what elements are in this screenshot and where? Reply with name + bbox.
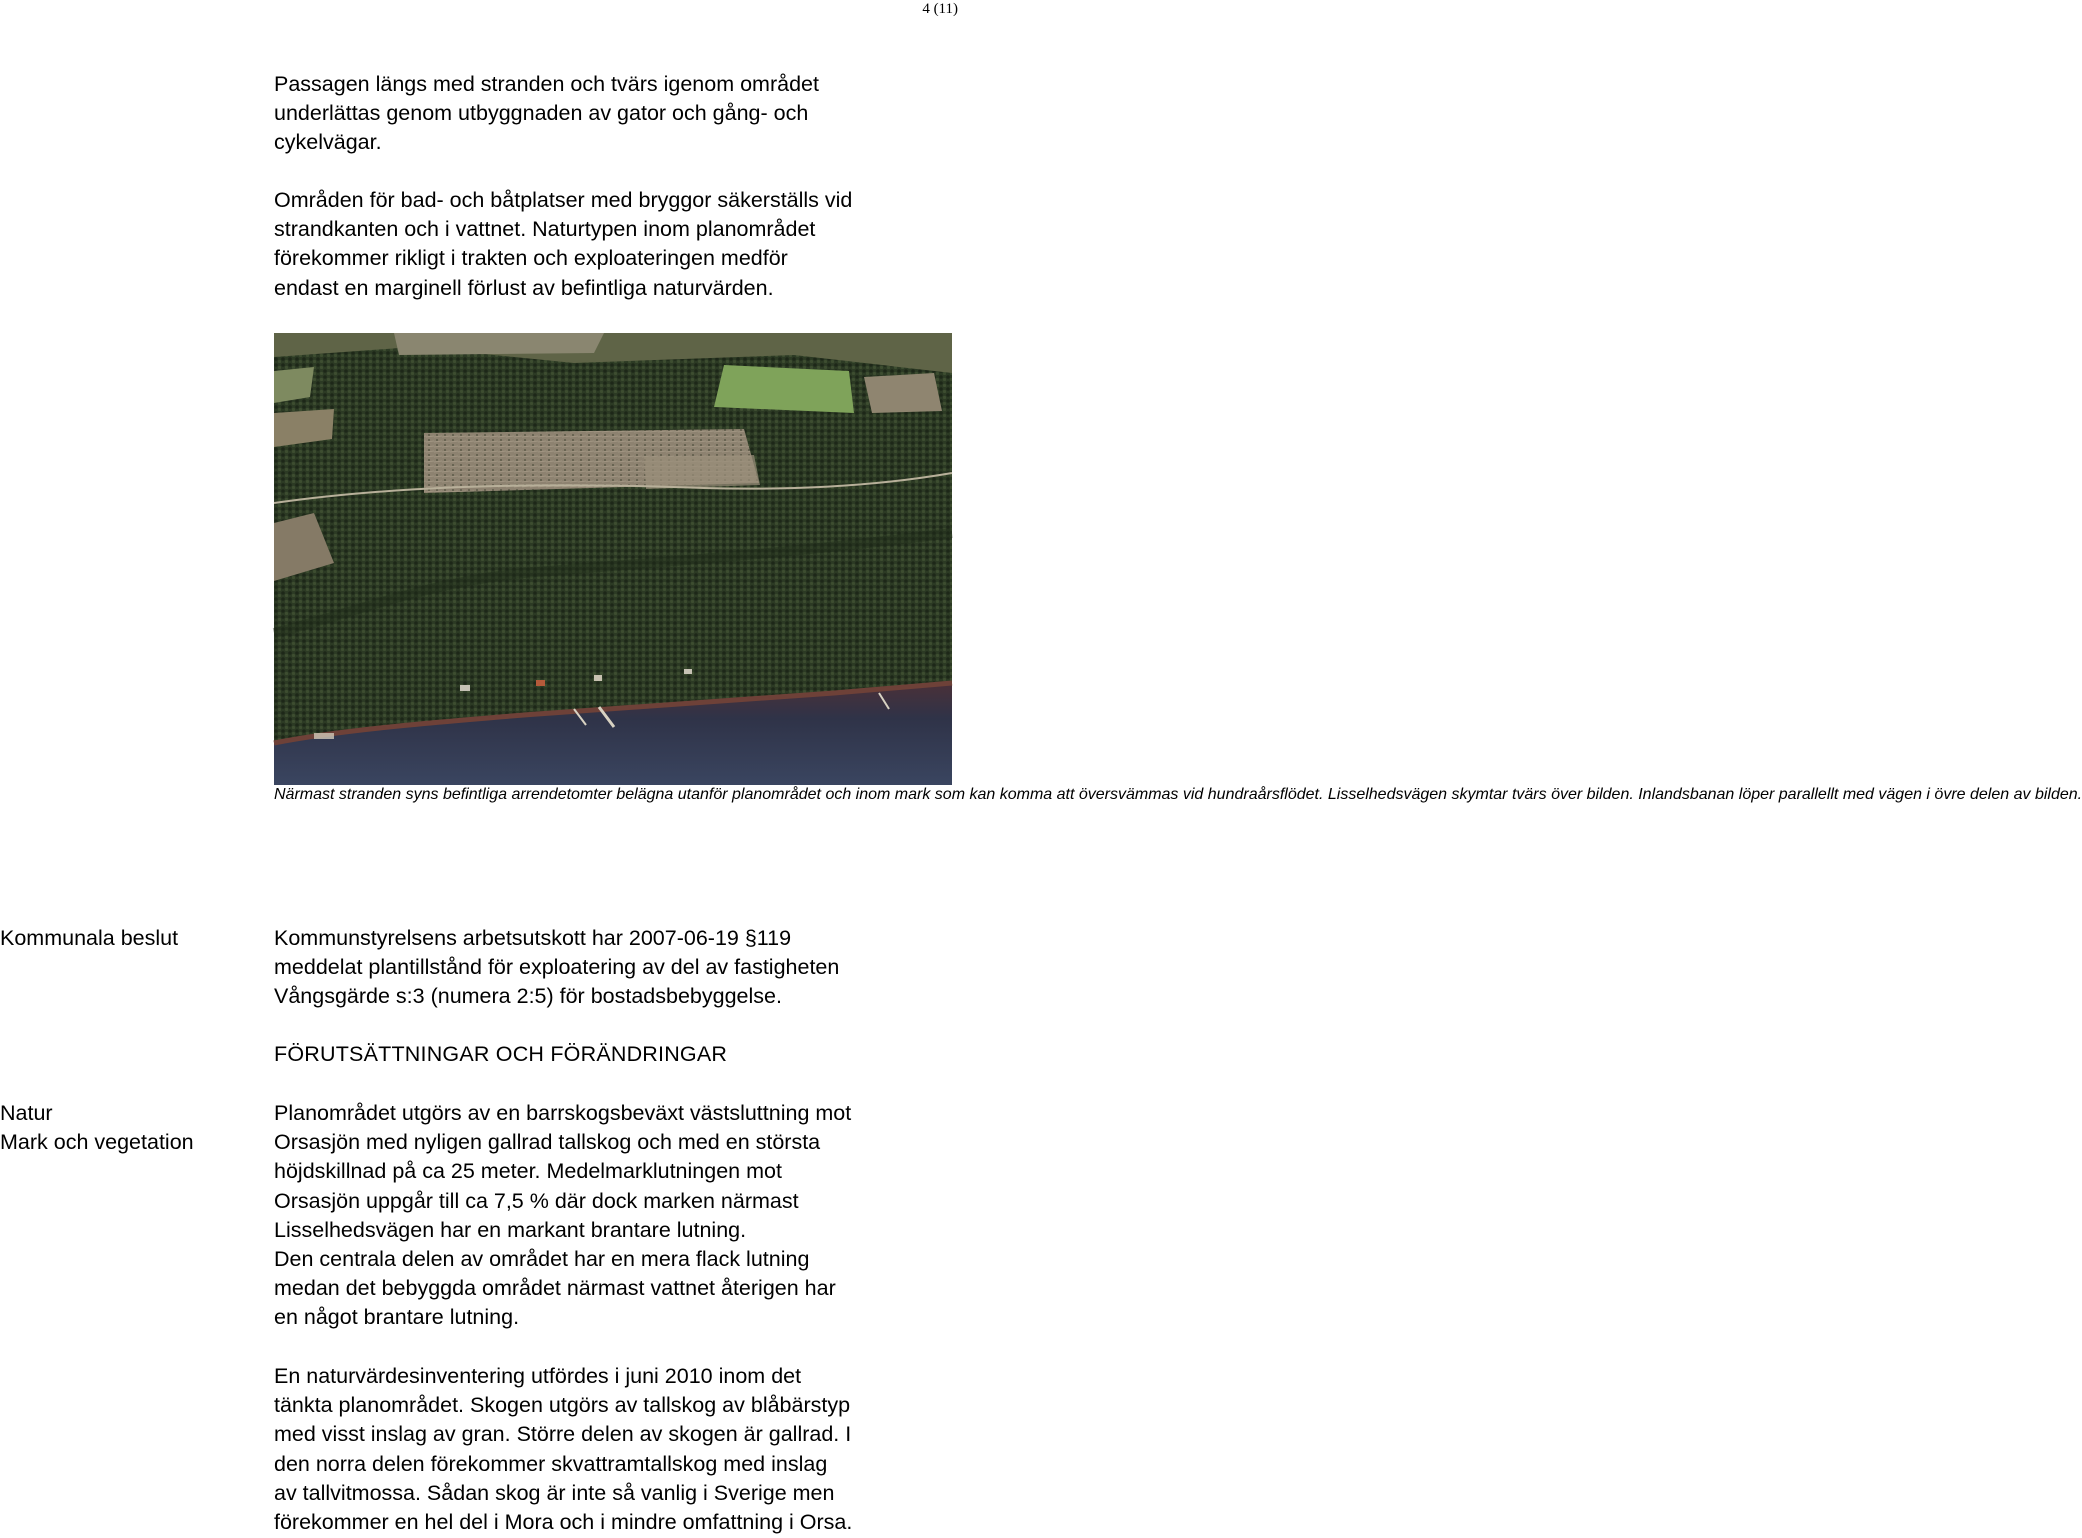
text-line: Kommunstyrelsens arbetsutskott har 2007-06-19 §119 — [274, 926, 792, 950]
caption-line: Närmast stranden syns befintliga arrendetomter belägna utanför planområdet — [274, 786, 821, 803]
caption-line: Lisselhedsvägen skymtar tvärs över bilden. Inlandsbanan löper parallellt med — [1327, 786, 1874, 803]
caption-line: och inom mark som kan komma att översvämmas vid hundraårsflödet. — [825, 786, 1324, 803]
mark-vegetation-paragraph — [274, 1099, 960, 1333]
text-line: Den centrala delen av området har en mera flack lutning — [274, 1247, 810, 1272]
side-label-line: Natur — [0, 1101, 53, 1125]
side-label-kommunala-beslut: Kommunala beslut — [0, 926, 179, 950]
text-line: Lisselhedsvägen har en markant brantare lutning. — [274, 1217, 747, 1242]
text-line: meddelat plantillstånd för exploatering av del av fastigheten — [274, 955, 840, 980]
text-line: Passagen längs med stranden och tvärs igenom området — [274, 72, 819, 96]
text-line: Vångsgärde s:3 (numera 2:5) för bostadsbebyggelse. — [274, 984, 782, 1009]
text-line: höjdskillnad på ca 25 meter. Medelmarklutningen mot — [274, 1159, 782, 1184]
text-line: en något brantare lutning. — [274, 1305, 520, 1330]
section-heading: FÖRUTSÄTTNINGAR OCH FÖRÄNDRINGAR — [274, 1042, 728, 1066]
side-label-line: Mark och vegetation — [0, 1130, 194, 1155]
passage-paragraph — [274, 70, 960, 158]
text-line: endast en marginell förlust av befintliga naturvärden. — [274, 275, 774, 300]
aerial-forest-lake-photo — [274, 333, 952, 785]
text-line: En naturvärdesinventering utfördes i juni 2010 inom det — [274, 1364, 802, 1388]
text-line: förekommer rikligt i trakten och exploateringen medför — [274, 246, 788, 271]
text-line: tänkta planområdet. Skogen utgörs av tallskog av blåbärstyp — [274, 1393, 851, 1418]
text-line: förekommer en hel del i Mora och i mindre omfattning i Orsa. — [274, 1510, 853, 1535]
side-label-natur — [0, 1099, 260, 1157]
text-line: Orsasjön med nyligen gallrad tallskog och med en största — [274, 1130, 821, 1155]
text-line: den norra delen förekommer skvattramtallskog med inslag — [274, 1451, 828, 1476]
caption-line: vägen i övre delen av bilden. — [1878, 786, 2082, 803]
text-line: cykelvägar. — [274, 130, 382, 155]
text-line: med visst inslag av gran. Större delen av skogen är gallrad. I — [274, 1422, 852, 1447]
text-line: underlättas genom utbyggnaden av gator och gång- och — [274, 101, 809, 126]
text-line: Områden för bad- och båtplatser med bryggor säkerställs vid — [274, 188, 853, 212]
bathing-paragraph — [274, 186, 960, 303]
page-number: 4 (11) — [922, 1, 958, 17]
photo-caption — [274, 784, 2082, 807]
text-line: medan det bebyggda området närmast vattnet återigen har — [274, 1276, 836, 1301]
kommunala-beslut-paragraph — [274, 924, 960, 1012]
text-line: av tallvitmossa. Sådan skog är inte så vanlig i Sverige men — [274, 1480, 835, 1505]
text-line: Orsasjön uppgår till ca 7,5 % där dock marken närmast — [274, 1188, 799, 1213]
text-line: Planområdet utgörs av en barrskogsbeväxt västsluttning mot — [274, 1101, 852, 1125]
aerial-photo-illustration — [274, 333, 952, 785]
text-line: strandkanten och i vattnet. Naturtypen inom planområdet — [274, 217, 816, 242]
naturvardesinventering-paragraph — [274, 1362, 960, 1537]
